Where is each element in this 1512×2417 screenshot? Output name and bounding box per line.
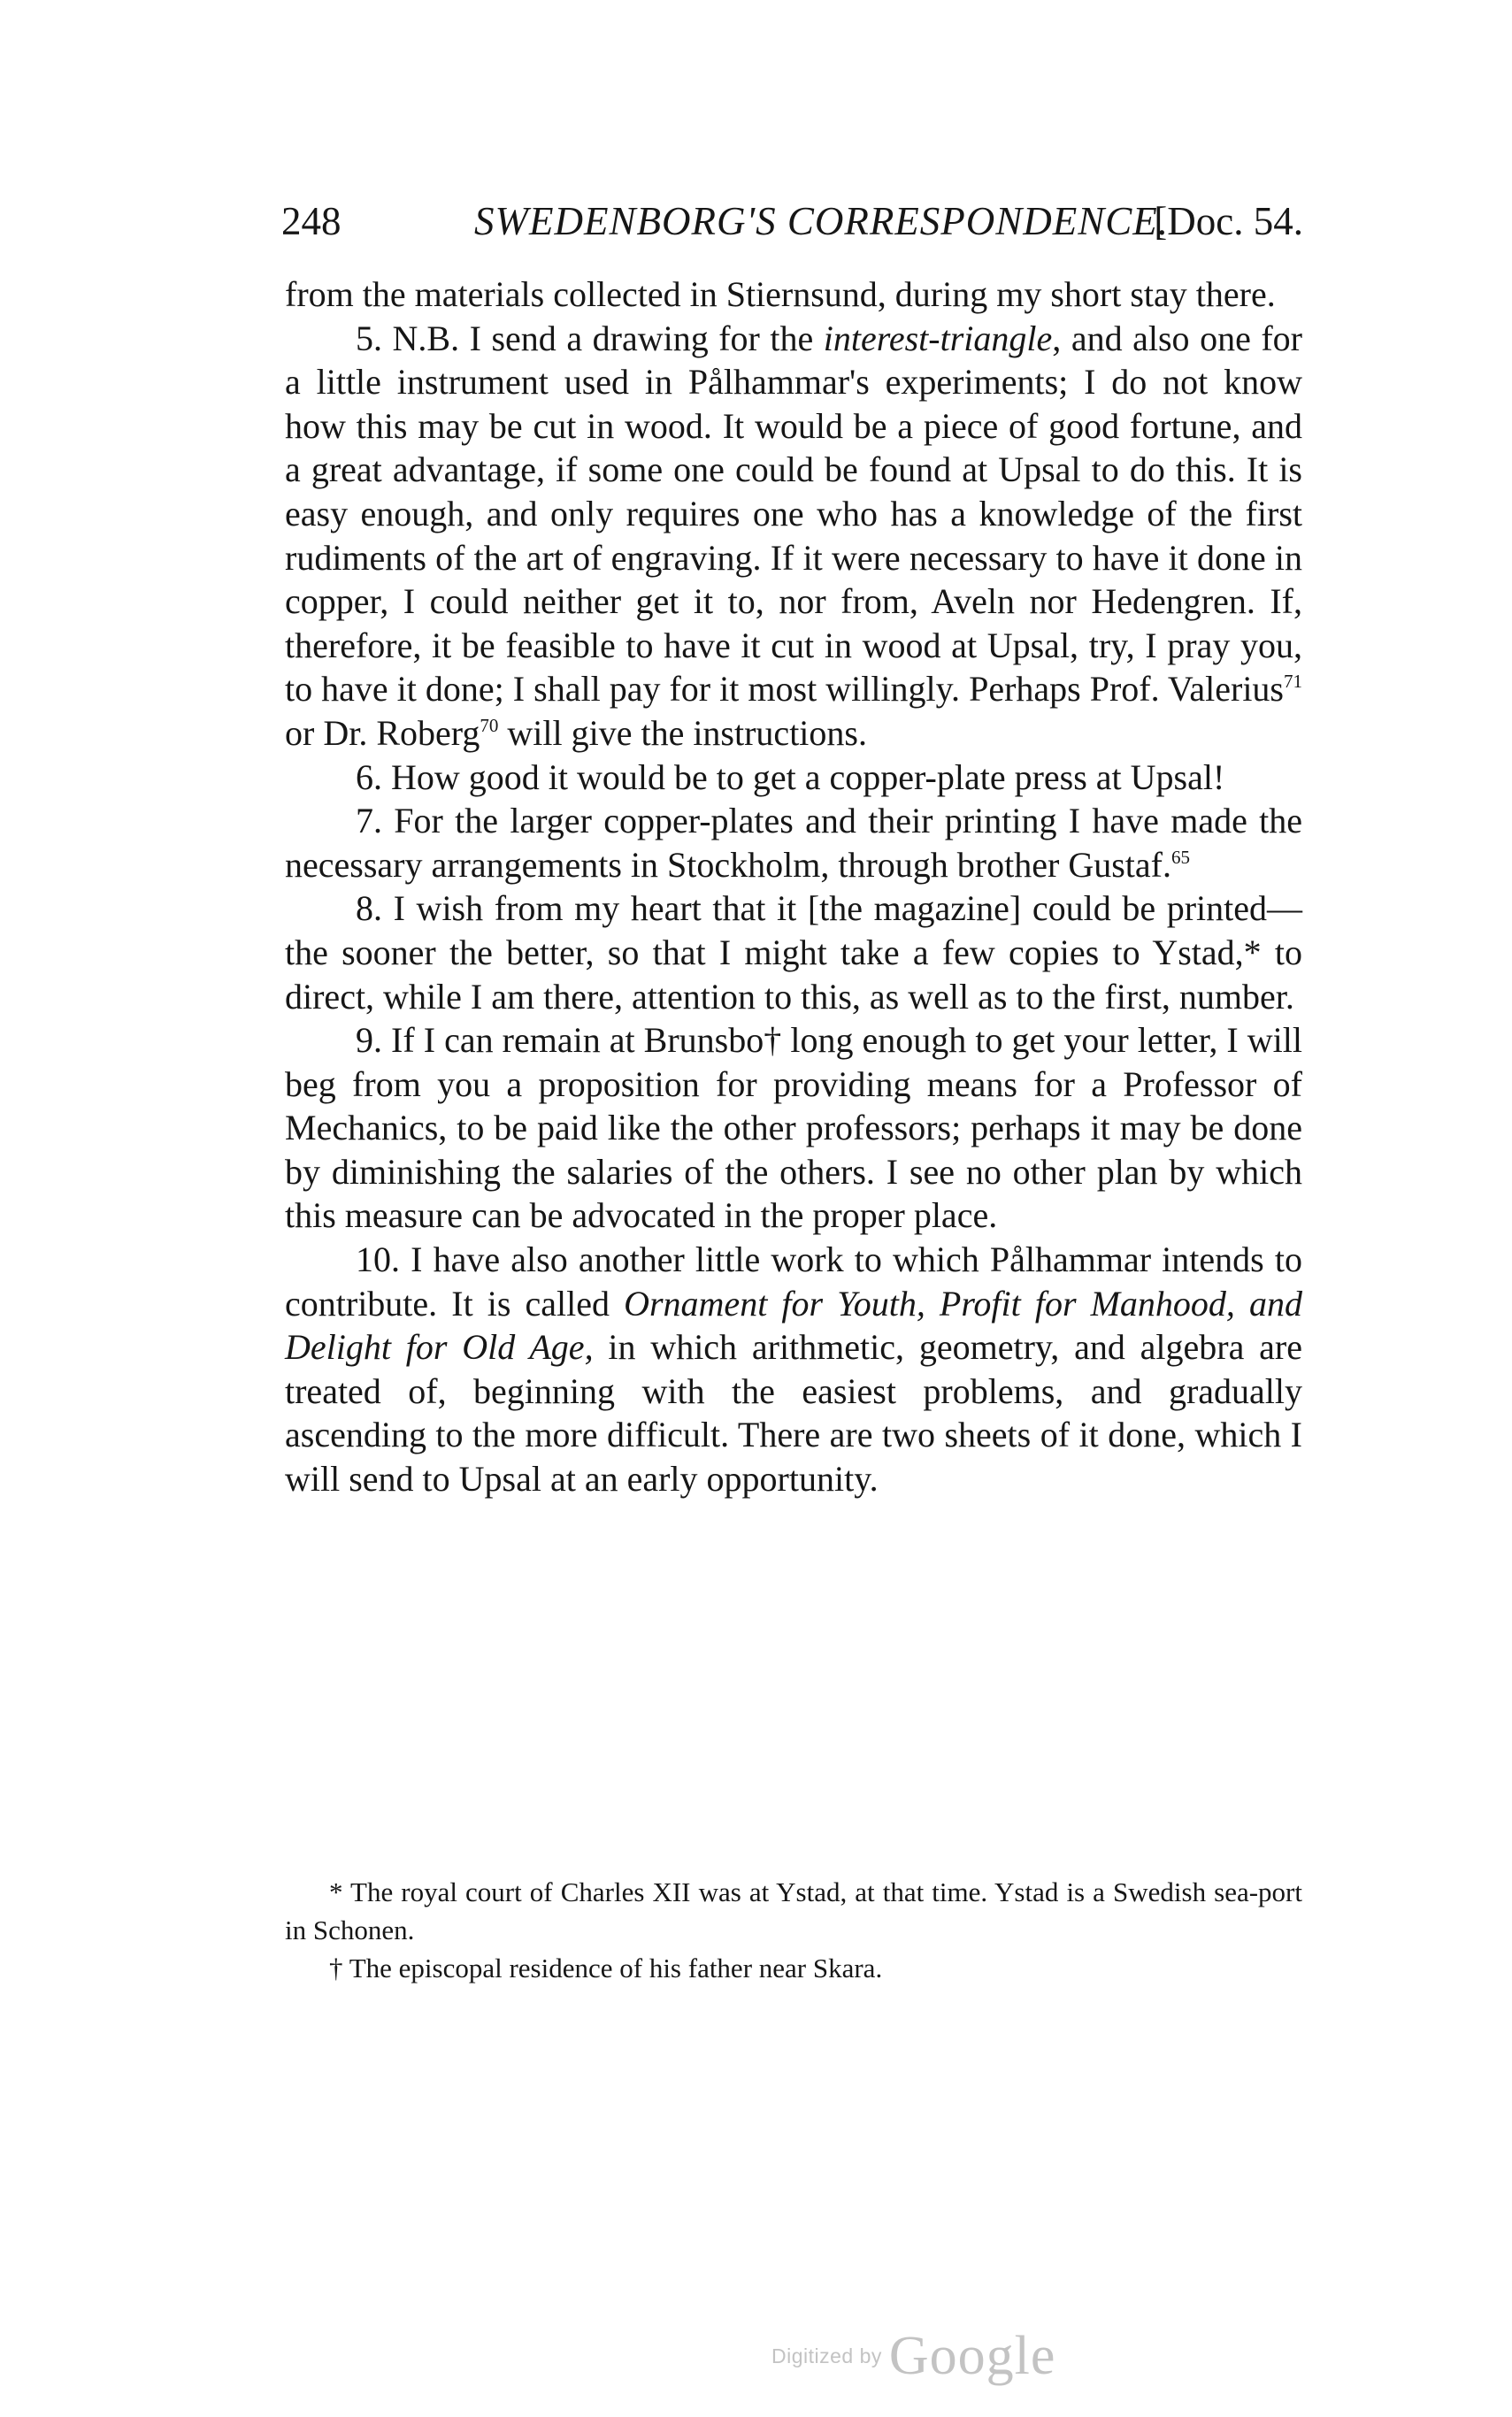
paragraph-text: will give the instructions. [498,712,867,753]
paragraph-item-5 [285,317,1302,756]
paragraph-text: 6. How good it would be to get a copper-plate press at Upsal! [356,756,1225,797]
paragraph-item-8 [285,886,1302,1018]
paragraph-item-6 [285,756,1302,800]
page-header [281,196,1303,246]
page-number: 248 [281,199,342,243]
document-reference: [Doc. 54. [1154,199,1303,243]
paragraph-text: from the materials collected in Stiernsund, during my short stay there. [285,274,1276,314]
reference-number: 70 [480,714,499,736]
paragraph-text: 7. For the larger copper-plates and their printing I have made the necessary arrangements in Stockholm, through brother Gustaf. [285,801,1302,885]
body-text [285,272,1302,1501]
italic-text: interest-triangle [823,318,1053,358]
italic-text: Ornament for Youth, Profit for Manhood, and Delight for Old Age, [285,1283,1302,1368]
paragraph-text: or Dr. Roberg [285,712,480,753]
paragraph-continued [285,272,1302,317]
footnote-dagger: † The episcopal residence of his father near Skara. [329,1953,883,1983]
paragraph-text: , and also one for a little instrument used in Pålhammar's experiments; I do not know how this may be cut in wood. It would be a piece of good fortune, and a great advantage, if some one could be found at Upsal to do this. It is easy enough, and only requires one who has a knowledge of the first rudiments of the art of engraving. If it were necessary to have it done in copper, I could neither get it to, nor from, Aveln nor Hedengren. If, therefore, it be feasible to have it cut in wood at Upsal, try, I pray you, to have it done; I shall pay for it most willingly. Perhaps Prof. Valerius [285,318,1302,710]
paragraph-text: 9. If I can remain at Brunsbo† long enough to get your letter, I will beg from you a proposition for providing means for a Professor of Mechanics, to be paid like the other professors; perhaps it may be done by diminishing the salaries of the others. I see no other plan by which this measure can be advocated in the proper place. [285,1020,1302,1236]
paragraph-item-10 [285,1238,1302,1501]
running-title: SWEDENBORG'S CORRESPONDENCE. [474,199,1170,243]
paragraph-item-7 [285,799,1302,886]
paragraph-text: 10. I have also another little work to which Pålhammar intends to contribute. It is called [285,1239,1302,1324]
paragraph-text: 8. I wish from my heart that it [the magazine] could be printed—the sooner the better, so that I might take a few copies to Ystad,* to direct, while I am there, attention to this, as well as to the first, number. [285,888,1302,1017]
footnotes [285,1873,1302,1987]
reference-number: 65 [1170,846,1190,868]
digitized-by-google-watermark [771,2325,1055,2387]
paragraph-text: in which arithmetic, geometry, and algebra are treated of, beginning with the easiest problems, and gradually ascending to the more difficult. There are two sheets of it done, which I will send to Upsal at an early opportunity. [285,1327,1302,1500]
paragraph-item-9 [285,1018,1302,1238]
reference-number: 71 [1284,671,1302,693]
watermark-prefix: Digitized by [771,2344,882,2367]
google-logo: Google [888,2326,1056,2386]
paragraph-text: 5. N.B. I send a drawing for the [356,318,824,358]
footnote-asterisk: * The royal court of Charles XII was at Ystad, at that time. Ystad is a Swedish sea-port in Schonen. [285,1876,1302,1945]
